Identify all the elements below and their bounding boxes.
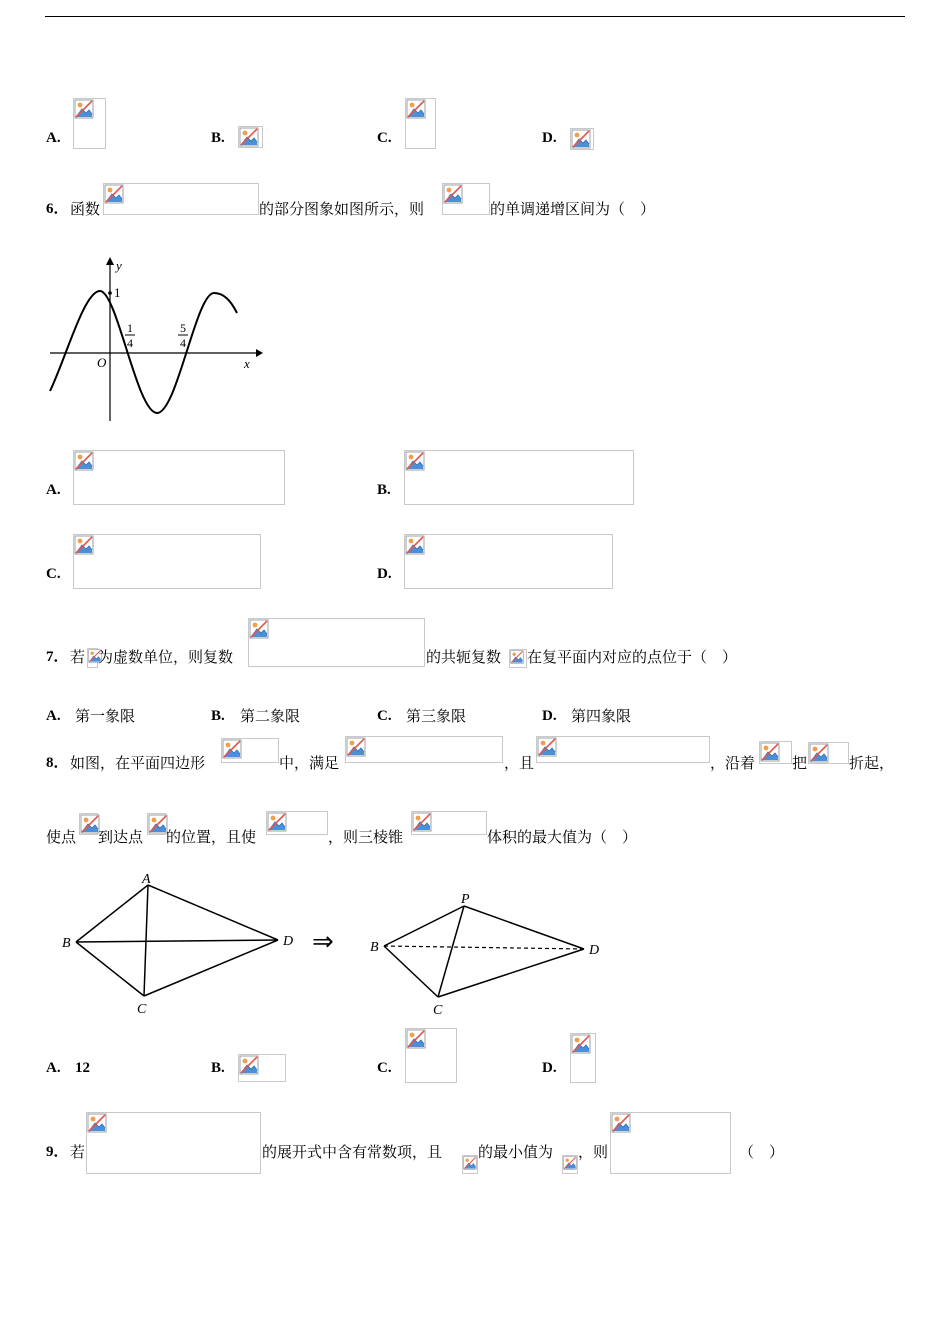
- q7-i-image: [87, 648, 98, 668]
- q9-a-image: [562, 1155, 578, 1174]
- q6-function-image: [103, 183, 259, 215]
- q9-binomial-image: [86, 1112, 261, 1174]
- q8-option-c-image: [405, 1028, 457, 1083]
- broken-image-icon: [267, 812, 287, 832]
- q8-bd-image: [759, 741, 792, 764]
- fold-arrow: ⇒: [312, 927, 334, 956]
- q8-text-7: 使点: [46, 828, 77, 846]
- q9-text-2: 的展开式中含有常数项，且: [262, 1143, 443, 1161]
- q6-function-image-2: [442, 183, 490, 215]
- q8-text-8: 到达点: [98, 828, 144, 846]
- q6-text-2: 的部分图象如图所示，则: [259, 200, 425, 218]
- q8-text-6: 折起，: [849, 754, 895, 772]
- q8-condition-1-image: [345, 736, 503, 763]
- q6-option-c-image: [73, 534, 261, 589]
- q6-option-d-label: D.: [377, 566, 392, 582]
- broken-image-icon: [443, 184, 463, 204]
- y-one-label: 1: [114, 285, 121, 300]
- q6-option-b-label: B.: [377, 482, 391, 498]
- q8-text-3: ，且: [504, 754, 535, 772]
- x-axis-label: x: [244, 356, 250, 371]
- q8-condition-3-image: [266, 811, 328, 835]
- q5-option-d-label: D.: [542, 130, 557, 146]
- vertex-a-label: A: [142, 872, 151, 887]
- vertex-d2-label: D: [589, 943, 600, 958]
- broken-image-icon: [412, 812, 432, 832]
- broken-image-icon: [104, 184, 124, 204]
- q7-option-d-label: D.: [542, 708, 557, 724]
- broken-image-icon: [74, 99, 94, 119]
- q7-option-a-label: A.: [46, 708, 61, 724]
- q7-number: 7．: [46, 649, 69, 665]
- vertex-d-label: D: [283, 934, 294, 949]
- q8-fold-figure: [56, 868, 616, 1018]
- q8-pyramid-image: [411, 811, 487, 835]
- q6-number: 6．: [46, 201, 69, 217]
- q6-option-c-label: C.: [46, 566, 61, 582]
- quadrilateral-abcd: [62, 872, 293, 1017]
- broken-image-icon: [405, 451, 425, 471]
- q9-text-3: 的最小值为: [478, 1143, 554, 1161]
- broken-image-icon: [406, 1029, 426, 1049]
- q8-point-a-image: [79, 813, 98, 835]
- broken-image-icon: [760, 742, 780, 762]
- q8-option-b-image: [238, 1054, 286, 1082]
- q6-option-d-image: [404, 534, 613, 589]
- q5-option-b-label: B.: [211, 130, 225, 146]
- q8-option-a-text: 12: [75, 1060, 90, 1076]
- q7-text-1: 若: [70, 648, 86, 666]
- broken-image-icon: [571, 129, 591, 149]
- q5-option-c-label: C.: [377, 130, 392, 146]
- vertex-b-label: B: [62, 936, 71, 951]
- vertex-b2-label: B: [370, 940, 379, 955]
- q7-conjugate-image: [509, 649, 527, 668]
- broken-image-icon: [239, 127, 259, 147]
- q6-sine-graph: [44, 253, 264, 428]
- header-rule: [45, 16, 905, 17]
- q8-text-5: 把: [792, 754, 808, 772]
- broken-image-icon: [406, 99, 426, 119]
- q8-condition-2-image: [536, 736, 710, 763]
- q8-text-4: ，沿着: [710, 754, 756, 772]
- q7-option-d-text: 第四象限: [571, 707, 632, 725]
- broken-image-icon: [249, 619, 269, 639]
- q8-option-a-label: A.: [46, 1060, 61, 1076]
- x-axis-arrow: [256, 349, 263, 357]
- origin-label: O: [97, 355, 107, 370]
- q6-text-3: 的单调递增区间为（ ）: [490, 200, 656, 218]
- q6-option-b-image: [404, 450, 634, 505]
- q7-text-3: 的共轭复数: [426, 648, 502, 666]
- q5-option-b-image: [238, 126, 263, 148]
- y-axis-label: y: [116, 258, 122, 273]
- broken-image-icon: [537, 737, 557, 757]
- broken-image-icon: [463, 1156, 477, 1170]
- vertex-c-label: C: [137, 1002, 147, 1017]
- q9-n-image: [462, 1155, 478, 1174]
- pyramid-pbcd: [370, 892, 599, 1018]
- q8-text-11: 体积的最大值为（ ）: [487, 828, 638, 846]
- q8-option-d-image: [570, 1033, 596, 1083]
- q7-option-b-text: 第二象限: [240, 707, 301, 725]
- q9-number: 9．: [46, 1144, 69, 1160]
- broken-image-icon: [563, 1156, 577, 1170]
- q8-abcd-image: [221, 738, 279, 763]
- broken-image-icon: [571, 1034, 591, 1054]
- broken-image-icon: [809, 743, 829, 763]
- y-axis-arrow: [106, 257, 114, 265]
- broken-image-icon: [74, 535, 94, 555]
- q6-text-1: 函数: [70, 200, 101, 218]
- broken-image-icon: [222, 739, 242, 759]
- q8-text-9: 的位置，且使: [166, 828, 257, 846]
- tick-5-4-den: 4: [180, 336, 186, 350]
- q5-option-a-image: [73, 98, 106, 149]
- broken-image-icon: [611, 1113, 631, 1133]
- q8-point-p-image: [147, 813, 166, 835]
- q7-option-b-label: B.: [211, 708, 225, 724]
- q8-text-1: 如图，在平面四边形: [70, 754, 206, 772]
- broken-image-icon: [405, 535, 425, 555]
- q9-text-5: （ ）: [739, 1143, 785, 1161]
- tick-5-4-num: 5: [180, 321, 186, 335]
- q8-text-2: 中，满足: [279, 754, 340, 772]
- q9-integral-image: [610, 1112, 731, 1174]
- broken-image-icon: [148, 814, 168, 834]
- q7-complex-image: [248, 618, 425, 667]
- q8-triangle-image: [808, 742, 849, 764]
- vertex-p-label: P: [461, 892, 470, 907]
- sine-curve: [50, 291, 237, 413]
- q9-text-1: 若: [70, 1143, 86, 1161]
- q5-option-d-image: [570, 128, 594, 150]
- q8-text-10: ，则三棱锥: [328, 828, 404, 846]
- tick-1-4-num: 1: [127, 321, 133, 335]
- vertex-c2-label: C: [433, 1003, 443, 1018]
- broken-image-icon: [80, 814, 100, 834]
- q7-option-c-label: C.: [377, 708, 392, 724]
- q6-option-a-image: [73, 450, 285, 505]
- broken-image-icon: [346, 737, 366, 757]
- q7-option-c-text: 第三象限: [406, 707, 467, 725]
- broken-image-icon: [239, 1055, 259, 1075]
- broken-image-icon: [87, 1113, 107, 1133]
- q5-option-c-image: [405, 98, 436, 149]
- q7-option-a-text: 第一象限: [75, 707, 136, 725]
- q8-option-b-label: B.: [211, 1060, 225, 1076]
- tick-1-4-den: 4: [127, 336, 133, 350]
- q5-option-a-label: A.: [46, 130, 61, 146]
- q8-number: 8．: [46, 755, 69, 771]
- q6-option-a-label: A.: [46, 482, 61, 498]
- q7-text-2: 为虚数单位，则复数: [98, 648, 234, 666]
- q9-text-4: ，则: [578, 1143, 609, 1161]
- q8-option-d-label: D.: [542, 1060, 557, 1076]
- q7-text-4: 在复平面内对应的点位于（ ）: [527, 648, 738, 666]
- q8-option-c-label: C.: [377, 1060, 392, 1076]
- broken-image-icon: [74, 451, 94, 471]
- broken-image-icon: [510, 650, 524, 664]
